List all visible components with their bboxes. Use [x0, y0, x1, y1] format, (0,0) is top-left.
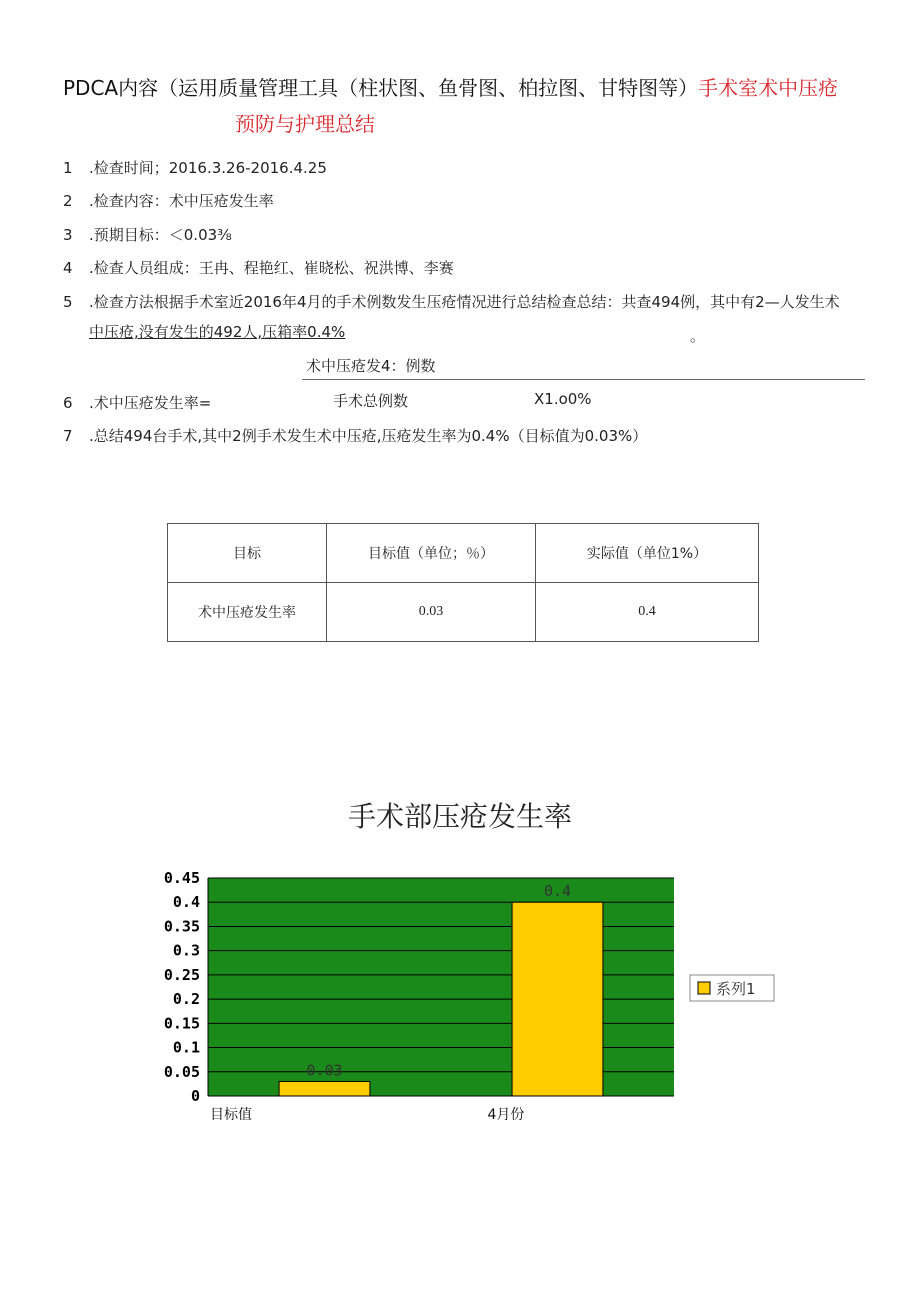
- legend-swatch: [698, 982, 710, 994]
- bar-chart: [140, 860, 790, 1135]
- legend-label: 系列1: [716, 980, 756, 998]
- data-label: 0.03: [306, 1061, 343, 1080]
- x-category-label: 4月份: [487, 1107, 525, 1123]
- item-text: .预期目标：＜0.03⅜: [89, 226, 232, 244]
- title-red-part: 手术室术中压疮: [698, 76, 839, 100]
- document-title: [63, 70, 863, 142]
- formula-denominator: 手术总例数: [333, 392, 409, 410]
- table-header-row: [168, 524, 759, 583]
- item-number: 2: [63, 192, 73, 210]
- item-number: 4: [63, 259, 73, 277]
- item-3: [63, 220, 232, 250]
- item-5: [63, 287, 863, 347]
- item-number: 7: [63, 427, 73, 445]
- target-table: [167, 523, 759, 642]
- item-number: 5: [63, 293, 73, 311]
- item-4: [63, 253, 454, 283]
- y-tick-label: 0.25: [163, 965, 200, 984]
- title-black-part: PDCA内容（运用质量管理工具（柱状图、鱼骨图、柏拉图、甘特图等）: [63, 76, 699, 100]
- x-category-label: 目标值: [210, 1107, 252, 1123]
- table-cell: 0.03: [327, 583, 536, 642]
- item-1: [63, 153, 327, 183]
- item-number: 3: [63, 226, 73, 244]
- y-tick-label: 0.45: [163, 869, 200, 887]
- y-tick-label: 0.35: [163, 917, 200, 936]
- y-tick-label: 0: [190, 1087, 200, 1105]
- item-text: .检查人员组成：王冉、程艳红、崔晓松、祝洪博、李赛: [89, 259, 454, 277]
- item-7: [63, 421, 647, 451]
- table-header-cell: 目标: [168, 524, 327, 583]
- table-header-cell: 实际值（单位1%）: [536, 524, 759, 583]
- formula-multiplier: X1.o0%: [534, 390, 592, 408]
- table-cell: 0.4: [536, 583, 759, 642]
- y-tick-label: 0.05: [163, 1062, 200, 1081]
- fraction-line: [302, 379, 865, 380]
- item-6: [63, 388, 211, 418]
- y-tick-label: 0.2: [172, 990, 200, 1009]
- item-text: .术中压疮发生率=: [89, 394, 212, 412]
- item-number: 6: [63, 394, 73, 412]
- bar: [512, 902, 603, 1096]
- data-label: 0.4: [543, 882, 572, 901]
- item-text: .总结494台手术,其中2例手术发生术中压疮,压疮发生率为0.4%（目标值为0.03%）: [89, 427, 648, 445]
- chart-title: 手术部压疮发生率: [347, 800, 572, 833]
- y-tick-label: 0.1: [172, 1038, 200, 1057]
- formula-numerator: 术中压疮发4：例数: [306, 357, 436, 375]
- item-text: .检查内容：术中压疮发生率: [89, 192, 274, 210]
- y-tick-label: 0.4: [172, 893, 200, 912]
- plot-area: [208, 878, 674, 1096]
- table-row: [168, 583, 759, 642]
- title-red-line2: 预防与护理总结: [235, 112, 375, 136]
- item-text-continued: 中压疮,没有发生的492人,压箱率0.4%: [89, 323, 346, 341]
- table-cell: 术中压疮发生率: [168, 583, 327, 642]
- y-tick-label: 0.15: [163, 1014, 200, 1033]
- bar: [279, 1081, 370, 1096]
- item-text: .检查方法根据手术室近2016年4月的手术例数发生压疮情况进行总结检查总结：共查494例，其中有2—人发生术: [89, 293, 840, 311]
- item-2: [63, 186, 274, 216]
- item-number: 1: [63, 159, 73, 177]
- item-5-period: 。: [690, 327, 706, 345]
- table-header-cell: 目标值（单位；％）: [327, 524, 536, 583]
- item-text: .检查时间；2016.3.26-2016.4.25: [89, 159, 327, 177]
- y-tick-label: 0.3: [172, 941, 200, 960]
